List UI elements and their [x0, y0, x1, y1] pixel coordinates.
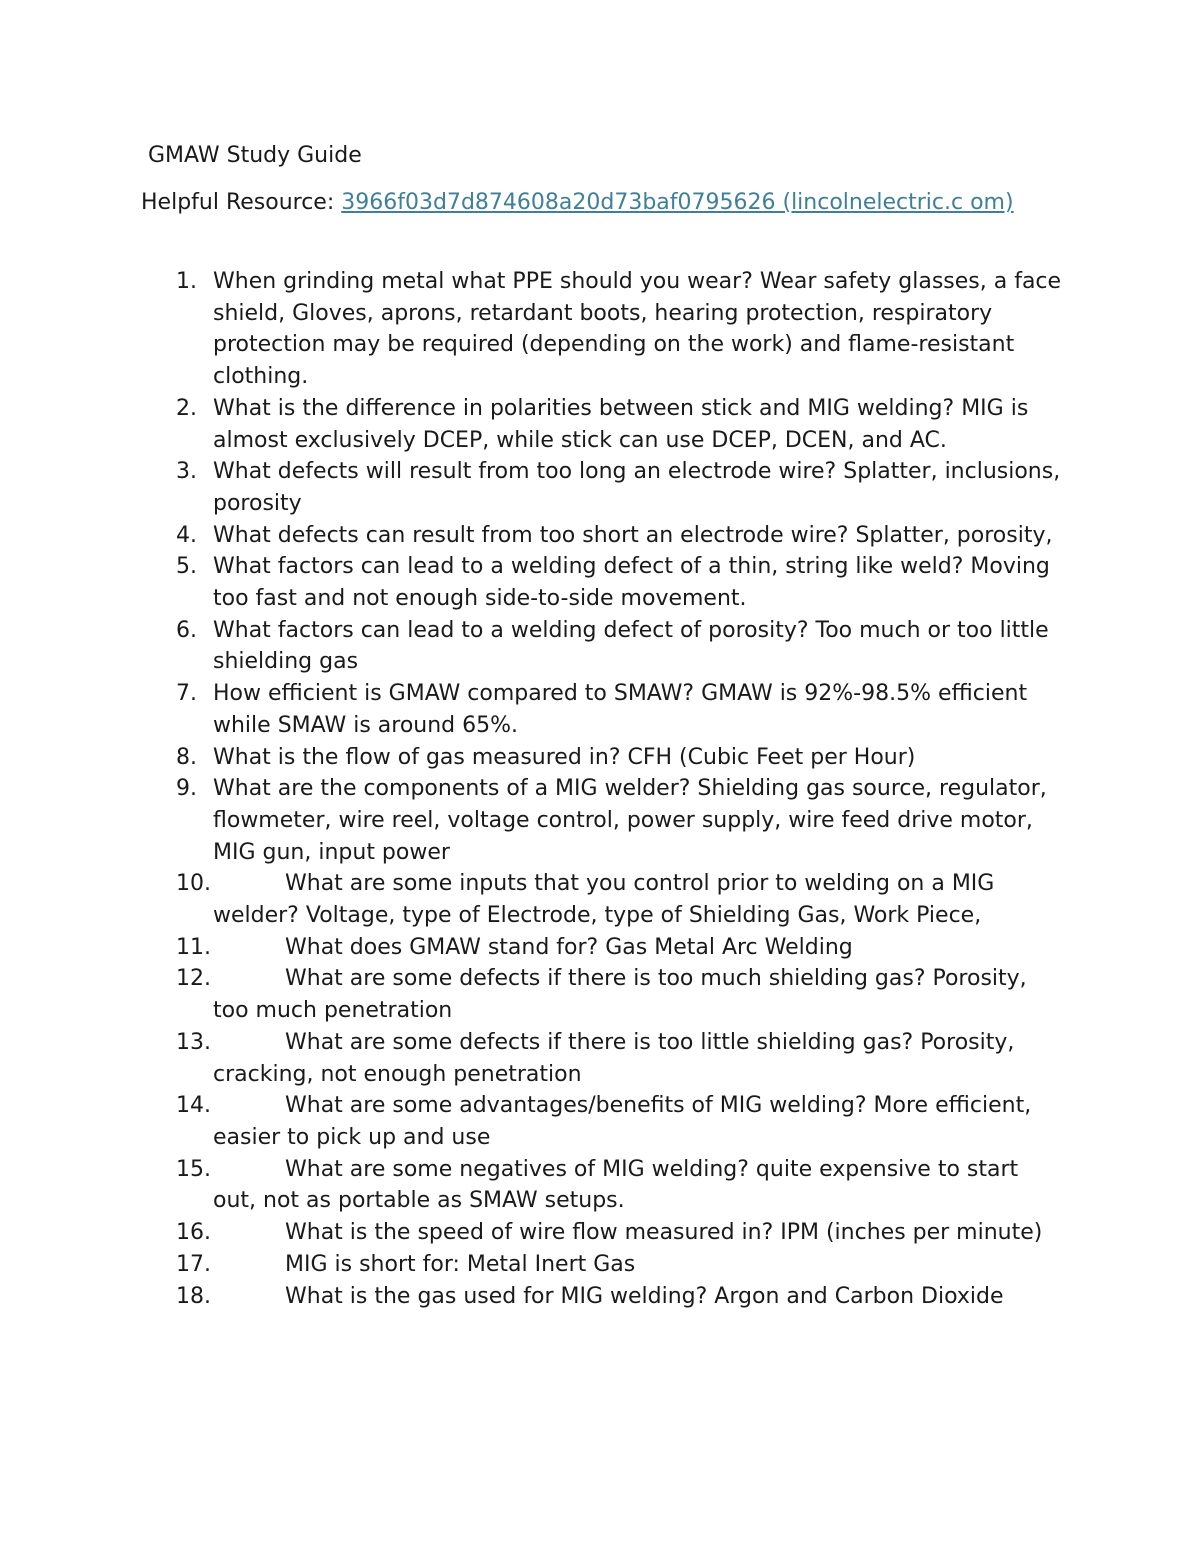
- question-number: 8.: [176, 744, 197, 770]
- question-item: [0, 266, 1063, 393]
- resource-link[interactable]: 3966f03d7d874608a20d73baf0795626 (lincolnelectric.c om): [341, 190, 1014, 215]
- question-number: 17.: [176, 1251, 211, 1277]
- question-number: 11.: [176, 934, 211, 960]
- question-item: [0, 1217, 1063, 1249]
- question-number: 5.: [176, 554, 197, 580]
- question-text: What defects will result from too long an electrode wire? Splatter, inclusions, porosity: [213, 459, 1061, 516]
- question-item: [0, 868, 1063, 931]
- question-text: How efficient is GMAW compared to SMAW? GMAW is 92%-98.5% efficient while SMAW is around 65%.: [213, 681, 1028, 738]
- question-text: What defects can result from too short an electrode wire? Splatter, porosity,: [213, 522, 1053, 548]
- question-list: [0, 266, 1200, 1312]
- question-number: 7.: [176, 681, 197, 707]
- resource-label: Helpful Resource:: [141, 190, 342, 215]
- question-number: 14.: [176, 1093, 211, 1119]
- question-text: What is the flow of gas measured in? CFH (Cubic Feet per Hour): [213, 744, 916, 770]
- question-number: 10.: [176, 871, 211, 897]
- question-number: 9.: [176, 776, 197, 802]
- question-number: 4.: [176, 522, 197, 548]
- question-item: [0, 551, 1063, 614]
- question-text: What is the gas used for MIG welding? Argon and Carbon Dioxide: [285, 1283, 1004, 1309]
- question-number: 3.: [176, 459, 197, 485]
- question-number: 1.: [176, 269, 197, 294]
- question-text: What are some inputs that you control prior to welding on a MIG welder? Voltage, type of Electrode, type of Shielding Gas, Work Piece,: [213, 871, 995, 929]
- question-item: [0, 963, 1063, 1026]
- question-item: [0, 615, 1063, 678]
- question-item: [0, 1027, 1063, 1090]
- question-item: [0, 773, 1063, 868]
- question-text: What factors can lead to a welding defect of porosity? Too much or too little shielding gas: [213, 617, 1049, 675]
- question-number: 13.: [176, 1029, 211, 1055]
- question-number: 6.: [176, 617, 197, 643]
- question-text: What are the components of a MIG welder? Shielding gas source, regulator, flowmeter, wire reel, voltage control, power supply, wire feed drive motor, MIG gun, input power: [213, 776, 1047, 865]
- question-item: [0, 520, 1063, 552]
- question-number: 18.: [176, 1283, 211, 1309]
- question-text: What are some negatives of MIG welding? quite expensive to start out, not as portable as SMAW setups.: [213, 1156, 1019, 1214]
- question-text: What is the difference in polarities between stick and MIG welding? MIG is almost exclusively DCEP, while stick can use DCEP, DCEN, and AC.: [213, 395, 1029, 453]
- question-number: 16.: [176, 1220, 211, 1246]
- helpful-resource: [141, 187, 1051, 219]
- question-item: [0, 932, 1063, 964]
- question-text: What are some advantages/benefits of MIG welding? More efficient, easier to pick up and use: [213, 1093, 1032, 1150]
- question-item: [0, 1281, 1063, 1313]
- question-number: 2.: [176, 395, 197, 421]
- question-text: What factors can lead to a welding defect of a thin, string like weld? Moving too fast and not enough side-to-side movement.: [213, 554, 1050, 612]
- question-text: When grinding metal what PPE should you wear? Wear safety glasses, a face shield, Gloves, aprons, retardant boots, hearing protection, respiratory protection may be required (depending on the work) and flame-resistant clothing.: [213, 269, 1062, 390]
- question-text: What are some defects if there is too little shielding gas? Porosity, cracking, not enough penetration: [213, 1029, 1015, 1087]
- document-title: GMAW Study Guide: [148, 143, 362, 168]
- question-number: 12.: [176, 966, 211, 992]
- question-number: 15.: [176, 1156, 211, 1182]
- question-text: MIG is short for: Metal Inert Gas: [285, 1251, 636, 1277]
- question-item: [0, 742, 1063, 774]
- question-item: [0, 456, 1063, 519]
- question-text: What is the speed of wire flow measured in? IPM (inches per minute): [285, 1220, 1043, 1246]
- question-item: [0, 1154, 1063, 1217]
- question-item: [0, 678, 1063, 741]
- question-item: [0, 393, 1063, 456]
- question-text: What does GMAW stand for? Gas Metal Arc Welding: [285, 934, 853, 960]
- question-item: [0, 1249, 1063, 1281]
- question-item: [0, 1090, 1063, 1153]
- question-text: What are some defects if there is too much shielding gas? Porosity, too much penetration: [213, 966, 1027, 1024]
